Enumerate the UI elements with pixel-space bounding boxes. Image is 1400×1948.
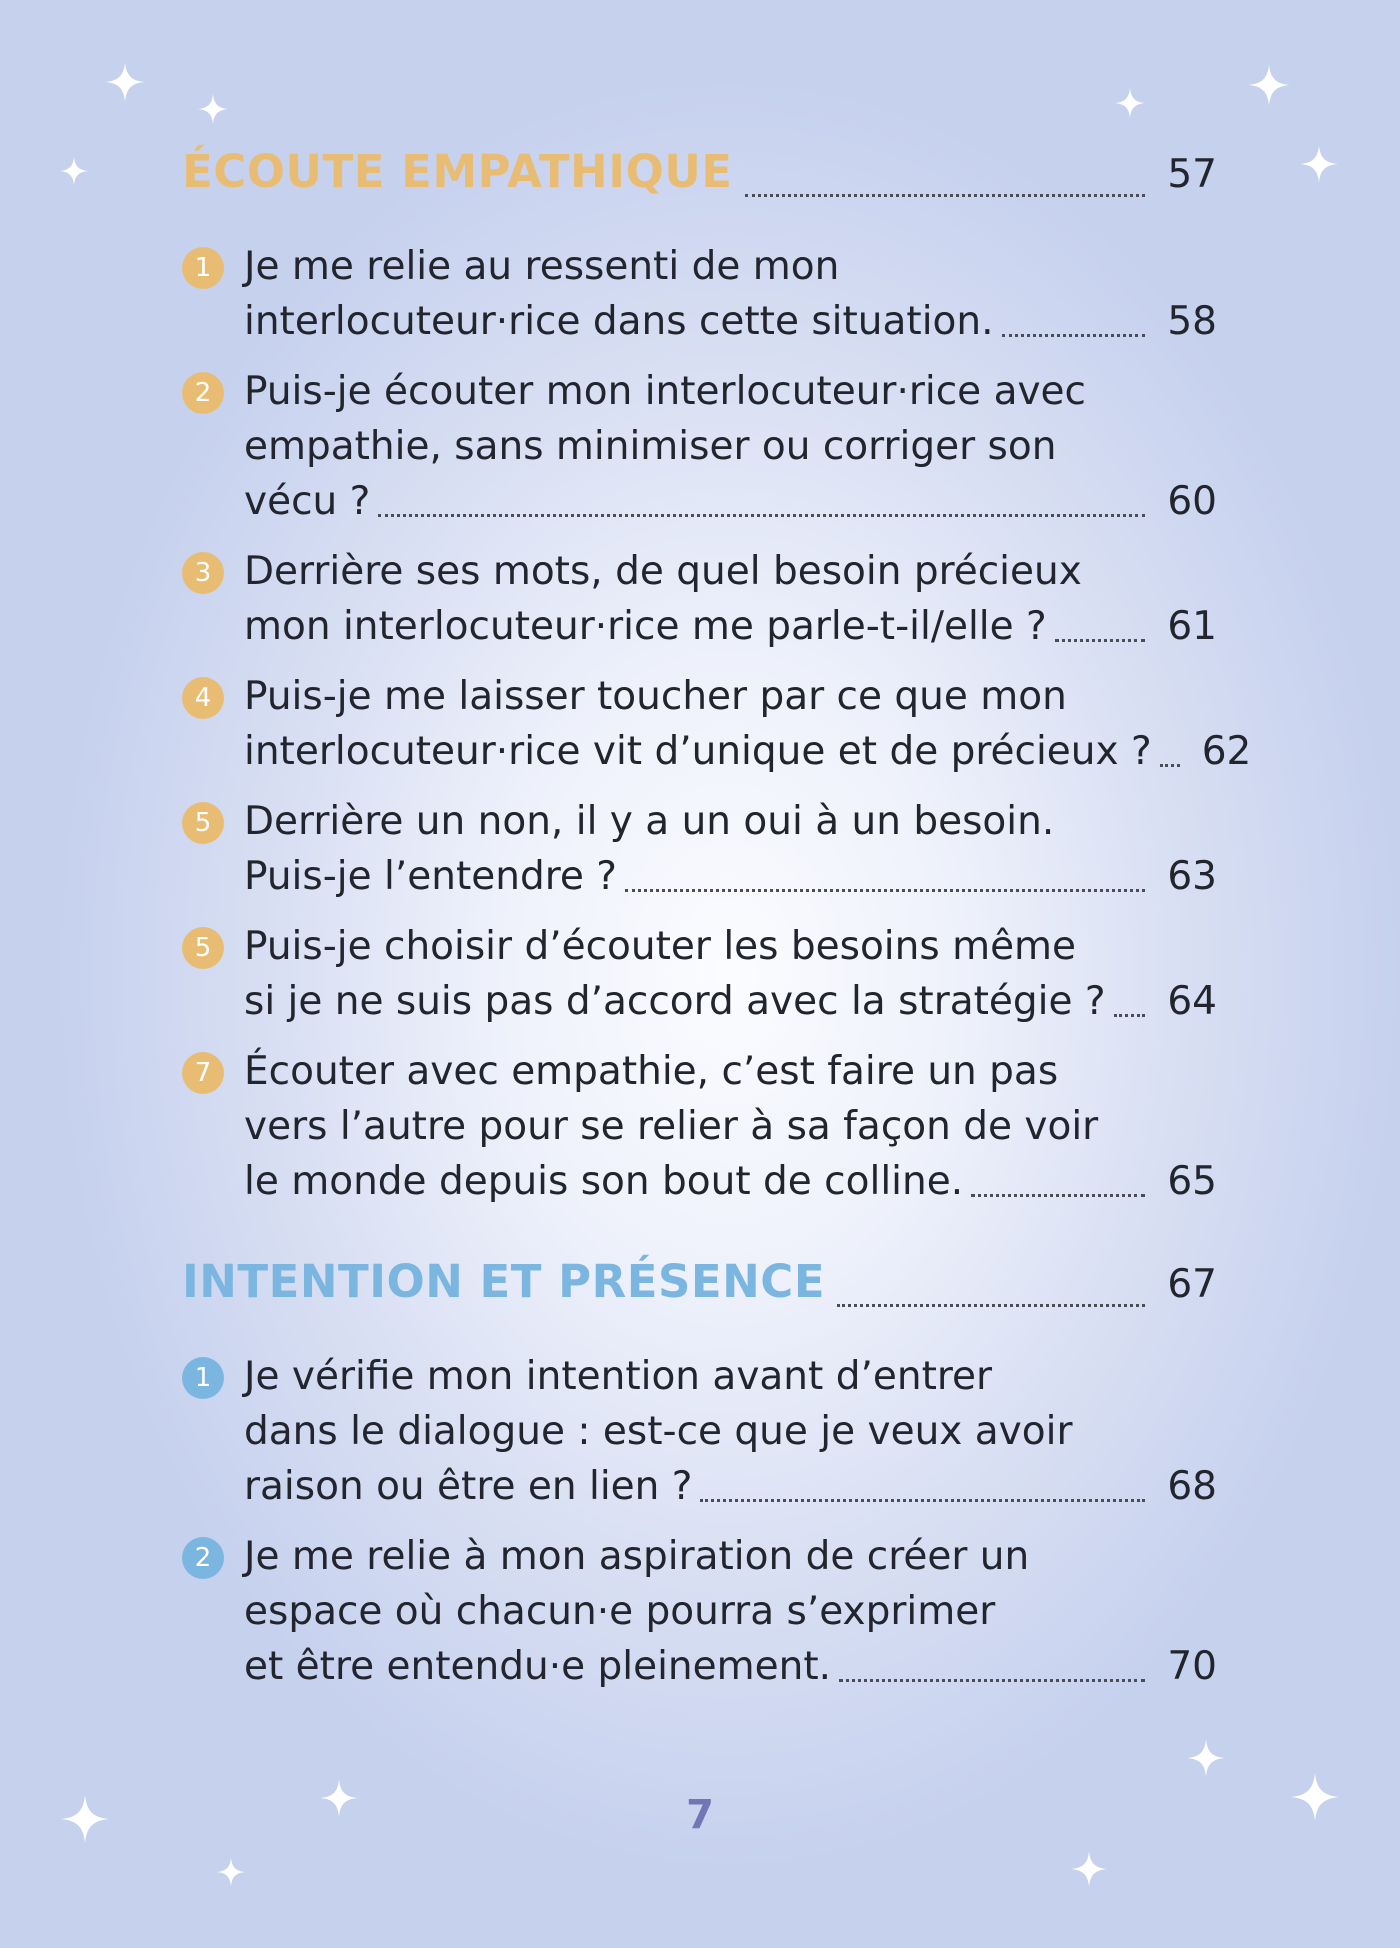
sparkle-icon <box>196 92 230 126</box>
entry-line: interlocuteur·rice vit d’unique et de précieux ? <box>244 729 1152 774</box>
section-page-number: 67 <box>1167 1262 1217 1307</box>
entry-text <box>244 364 1217 529</box>
section-entries <box>182 1349 1217 1694</box>
page-number: 7 <box>686 1792 714 1838</box>
dot-leader <box>839 1678 1145 1682</box>
entry-line: Puis-je choisir d’écouter les besoins même <box>244 924 1077 969</box>
entry-page-number: 63 <box>1167 854 1217 899</box>
entry-text <box>244 239 1217 349</box>
toc-entry <box>182 239 1217 349</box>
entry-page-number: 62 <box>1201 729 1252 774</box>
entry-line: si je ne suis pas d’accord avec la stratégie ? <box>244 979 1106 1024</box>
entry-number-badge: 3 <box>182 552 224 594</box>
sparkle-icon <box>1298 143 1340 185</box>
entry-line: vers l’autre pour se relier à sa façon de voir <box>244 1104 1099 1149</box>
sparkle-icon <box>58 155 90 187</box>
entry-last-line <box>244 1459 1217 1514</box>
entry-last-line <box>244 294 1217 349</box>
entry-page-number: 64 <box>1167 979 1217 1024</box>
toc-entry <box>182 919 1217 1029</box>
entry-line: espace où chacun·e pourra s’exprimer <box>244 1589 996 1634</box>
toc-entry <box>182 794 1217 904</box>
dot-leader <box>625 888 1145 892</box>
entry-number-badge: 5 <box>182 927 224 969</box>
entry-text <box>244 919 1217 1029</box>
dot-leader <box>971 1193 1145 1197</box>
section-ecoute-empathique <box>182 145 1252 1209</box>
entry-number-badge: 7 <box>182 1052 224 1094</box>
entry-page-number: 65 <box>1167 1159 1217 1204</box>
section-title: INTENTION ET PRÉSENCE <box>182 1255 826 1308</box>
entry-page-number: 61 <box>1167 604 1217 649</box>
entry-last-line <box>244 724 1252 779</box>
entry-number-badge: 4 <box>182 677 224 719</box>
sparkle-icon <box>215 1856 247 1888</box>
dot-leader <box>745 193 1146 197</box>
entry-page-number: 58 <box>1167 299 1217 344</box>
dot-leader <box>700 1498 1145 1502</box>
dot-leader <box>1160 763 1180 767</box>
dot-leader <box>1114 1013 1146 1017</box>
entry-number-badge: 1 <box>182 1357 224 1399</box>
entry-line: et être entendu·e pleinement. <box>244 1644 832 1689</box>
entry-page-number: 60 <box>1167 479 1217 524</box>
entry-text <box>244 1529 1217 1694</box>
entry-line: Je me relie à mon aspiration de créer un <box>244 1534 1030 1579</box>
dot-leader <box>1002 333 1146 337</box>
entry-line: interlocuteur·rice dans cette situation. <box>244 299 994 344</box>
dot-leader <box>1055 638 1146 642</box>
sparkle-icon <box>103 60 147 104</box>
section-heading <box>182 145 1217 211</box>
entry-line: Je me relie au ressenti de mon <box>244 244 840 289</box>
entry-text <box>244 794 1217 904</box>
entry-line: dans le dialogue : est-ce que je veux avoir <box>244 1409 1073 1454</box>
toc-entry <box>182 669 1252 779</box>
sparkle-icon <box>1113 86 1147 120</box>
entry-line: Derrière un non, il y a un oui à un besoin. <box>244 799 1055 844</box>
entry-text <box>244 544 1217 654</box>
entry-last-line <box>244 474 1217 529</box>
entry-line: Puis-je me laisser toucher par ce que mon <box>244 674 1067 719</box>
sparkle-icon <box>1185 1737 1227 1779</box>
entry-text <box>244 1044 1217 1209</box>
section-page-number: 57 <box>1167 152 1217 197</box>
dot-leader <box>378 513 1145 517</box>
dot-leader <box>837 1303 1145 1307</box>
toc-entry <box>182 1349 1217 1514</box>
toc-entry <box>182 1529 1217 1694</box>
entry-page-number: 70 <box>1167 1644 1217 1689</box>
entry-number-badge: 5 <box>182 802 224 844</box>
toc-entry <box>182 364 1217 529</box>
entry-number-badge: 2 <box>182 1537 224 1579</box>
entry-last-line <box>244 1639 1217 1694</box>
section-intention-presence <box>182 1255 1217 1694</box>
entry-page-number: 68 <box>1167 1464 1217 1509</box>
entry-line: Puis-je écouter mon interlocuteur·rice avec <box>244 369 1086 414</box>
entry-line: Derrière ses mots, de quel besoin précieux <box>244 549 1082 594</box>
entry-line: raison ou être en lien ? <box>244 1464 693 1509</box>
sparkle-icon <box>1069 1849 1109 1889</box>
section-title: ÉCOUTE EMPATHIQUE <box>182 145 733 198</box>
entry-number-badge: 1 <box>182 247 224 289</box>
entry-line: mon interlocuteur·rice me parle-t-il/elle ? <box>244 604 1047 649</box>
entry-line: Je vérifie mon intention avant d’entrer <box>244 1354 993 1399</box>
toc-entry <box>182 1044 1217 1209</box>
entry-line: empathie, sans minimiser ou corriger son <box>244 424 1057 469</box>
table-of-contents <box>182 145 1252 1709</box>
entry-last-line <box>244 849 1217 904</box>
entry-line: Écouter avec empathie, c’est faire un pas <box>244 1049 1059 1094</box>
entry-last-line <box>244 599 1217 654</box>
entry-line: vécu ? <box>244 479 371 524</box>
sparkle-icon <box>1246 62 1292 108</box>
section-entries <box>182 239 1252 1209</box>
section-heading <box>182 1255 1217 1321</box>
toc-entry <box>182 544 1217 654</box>
entry-last-line <box>244 974 1217 1029</box>
entry-line: le monde depuis son bout de colline. <box>244 1159 964 1204</box>
entry-text <box>244 669 1252 779</box>
entry-text <box>244 1349 1217 1514</box>
entry-number-badge: 2 <box>182 372 224 414</box>
entry-line: Puis-je l’entendre ? <box>244 854 617 899</box>
entry-last-line <box>244 1154 1217 1209</box>
